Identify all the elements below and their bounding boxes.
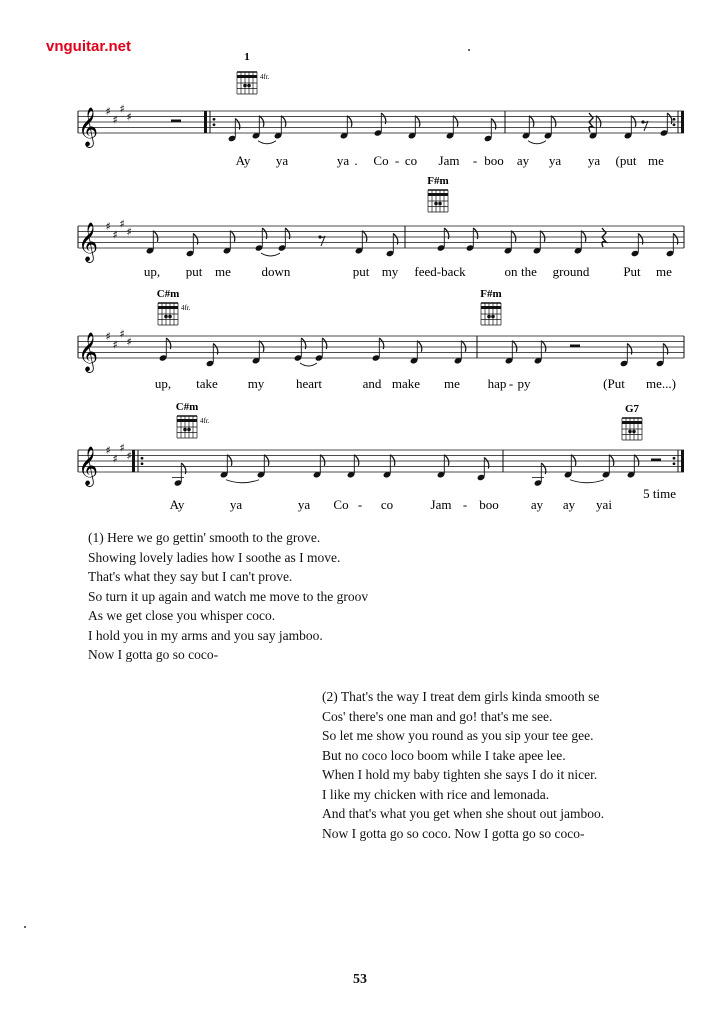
lyric-word: - bbox=[508, 376, 514, 391]
verse-line: Showing lovely ladies how I soothe as I move. bbox=[88, 549, 341, 565]
note-flag bbox=[453, 116, 458, 127]
lyric-word: down bbox=[261, 264, 291, 279]
lyric-word: - bbox=[472, 153, 478, 168]
note-flag bbox=[354, 455, 359, 466]
repeat-count-label: 5 time bbox=[643, 486, 676, 501]
note-flag bbox=[347, 116, 352, 127]
lyric-word: - bbox=[462, 497, 468, 512]
lyric-word: Ay bbox=[235, 153, 251, 168]
lyric-word: Co bbox=[333, 497, 349, 512]
half-rest bbox=[171, 120, 181, 123]
tie bbox=[258, 141, 276, 144]
note-flag bbox=[609, 455, 614, 466]
staff-system bbox=[78, 450, 684, 487]
chord-name: C#m bbox=[175, 401, 199, 413]
lyric-word: boo bbox=[484, 153, 504, 168]
chord-number: 1 bbox=[244, 51, 250, 63]
lyric-word: me...) bbox=[646, 376, 676, 391]
lyric-word: Jam bbox=[438, 153, 460, 168]
chord-dot bbox=[491, 315, 495, 319]
sharp-icon: ♯ bbox=[112, 338, 118, 352]
lyric-word: ay bbox=[562, 497, 576, 512]
verse-line: As we get close you whisper coco. bbox=[88, 608, 276, 623]
chord-dot bbox=[632, 430, 636, 434]
note-flag bbox=[444, 455, 449, 466]
sharp-icon: ♯ bbox=[119, 327, 125, 341]
tie bbox=[226, 480, 259, 483]
chord-fret-label: 4fr. bbox=[181, 304, 191, 312]
sharp-icon: ♯ bbox=[105, 105, 111, 118]
chord-diagram bbox=[427, 175, 448, 212]
note-flag bbox=[461, 341, 466, 352]
verse-line: I hold you in my arms and you say jamboo. bbox=[88, 627, 323, 643]
chord-barre bbox=[428, 193, 448, 196]
chord-diagram bbox=[237, 51, 270, 94]
speck bbox=[24, 926, 26, 928]
lyric-word: - bbox=[357, 497, 363, 512]
lyric-word: ay bbox=[530, 497, 544, 512]
lyric-word: up, bbox=[143, 264, 161, 279]
treble-clef-icon: 𝄞 bbox=[77, 446, 99, 486]
chord-fret-label: 4fr. bbox=[200, 417, 210, 425]
speck bbox=[468, 49, 470, 51]
eighth-rest bbox=[643, 121, 648, 131]
note-flag bbox=[259, 341, 264, 352]
verse-line: (1) Here we go gettin' smooth to the grove. bbox=[88, 530, 321, 545]
lyric-word: ya bbox=[587, 153, 601, 168]
sharp-icon: ♯ bbox=[126, 449, 132, 463]
note-flag bbox=[512, 341, 517, 352]
note-flag bbox=[511, 231, 516, 242]
lyric-word: the bbox=[521, 264, 537, 279]
sharp-icon: ♯ bbox=[112, 452, 118, 466]
chord-dot bbox=[438, 202, 442, 206]
verse-line: So let me show you round as you sip your tee gee. bbox=[322, 728, 594, 743]
verse-line: Cos' there's one man and go! that's me see. bbox=[322, 708, 553, 724]
verse-line: Now I gotta go so coco- bbox=[88, 647, 219, 662]
repeat-dot bbox=[673, 457, 676, 460]
eighth-rest bbox=[320, 236, 325, 246]
note-flag bbox=[581, 231, 586, 242]
note-flag bbox=[153, 231, 158, 242]
chord-diagram bbox=[622, 403, 642, 440]
repeat-end-thick bbox=[681, 111, 684, 133]
chord-dot bbox=[247, 84, 251, 88]
lyric-word: up, bbox=[154, 376, 172, 391]
note-flag bbox=[596, 116, 601, 127]
chord-dot bbox=[434, 202, 438, 206]
lyric-word: me bbox=[215, 264, 231, 279]
chord-dot bbox=[243, 84, 247, 88]
chord-barre bbox=[177, 419, 197, 422]
lyric-word: ya bbox=[275, 153, 289, 168]
sharp-icon: ♯ bbox=[119, 217, 125, 231]
half-rest bbox=[651, 459, 661, 462]
note-flag bbox=[230, 231, 235, 242]
note-flag bbox=[634, 455, 639, 466]
lyric-word: . bbox=[354, 153, 358, 168]
verse-line: Now I gotta go so coco. Now I gotta go so coco- bbox=[322, 825, 585, 841]
chord-name: C#m bbox=[156, 288, 180, 300]
sharp-icon: ♯ bbox=[105, 330, 111, 343]
lyric-word: ya bbox=[297, 497, 311, 512]
chord-diagram bbox=[176, 401, 210, 438]
tie bbox=[570, 480, 604, 483]
note-flag bbox=[259, 116, 264, 127]
chord-barre bbox=[481, 306, 501, 309]
verse-2 bbox=[322, 687, 604, 843]
site-watermark: vnguitar.net bbox=[46, 38, 132, 55]
lyric-word: ay bbox=[516, 153, 530, 168]
lyric-word: boo bbox=[479, 497, 499, 512]
lyric-word: on bbox=[504, 264, 518, 279]
staff-system bbox=[78, 336, 684, 367]
repeat-dot bbox=[141, 457, 144, 460]
repeat-dot bbox=[213, 118, 216, 121]
tie bbox=[300, 363, 317, 366]
note-flag bbox=[631, 116, 636, 127]
chord-barre bbox=[622, 421, 642, 424]
sharp-icon: ♯ bbox=[105, 220, 111, 233]
repeat-dot bbox=[673, 123, 676, 126]
lyric-word: ya bbox=[229, 497, 243, 512]
repeat-dot bbox=[673, 118, 676, 121]
quarter-rest bbox=[602, 228, 606, 247]
repeat-dot bbox=[141, 462, 144, 465]
chord-fret-label: 4fr. bbox=[260, 73, 270, 81]
page-number: 53 bbox=[353, 972, 367, 987]
verse-line: (2) That's the way I treat dem girls kinda smooth se bbox=[322, 689, 600, 704]
lyric-word: feed-back bbox=[414, 264, 466, 279]
verse-line: When I hold my baby tighten she says I do it nicer. bbox=[322, 767, 598, 782]
lyric-word: co bbox=[404, 153, 418, 168]
lyric-word: heart bbox=[296, 376, 322, 391]
note-flag bbox=[415, 116, 420, 127]
chord-dot bbox=[628, 430, 632, 434]
lyric-word: Put bbox=[623, 264, 641, 279]
lyric-word: make bbox=[391, 376, 421, 391]
note-flag bbox=[320, 455, 325, 466]
chord-dot bbox=[187, 428, 191, 432]
note-flag bbox=[390, 455, 395, 466]
chord-dot bbox=[164, 315, 168, 319]
chord-dot bbox=[183, 428, 187, 432]
note-flag bbox=[529, 116, 534, 127]
sharp-icon: ♯ bbox=[119, 441, 125, 455]
lyric-word: me bbox=[656, 264, 672, 279]
chord-dot bbox=[487, 315, 491, 319]
lyric-word: (put bbox=[615, 153, 637, 168]
lyric-word: yai bbox=[596, 497, 612, 512]
note-flag bbox=[571, 455, 576, 466]
half-rest bbox=[570, 345, 580, 348]
treble-clef-icon: 𝄞 bbox=[77, 332, 99, 372]
sharp-icon: ♯ bbox=[105, 444, 111, 457]
lyric-word: py bbox=[517, 376, 531, 391]
note-flag bbox=[227, 455, 232, 466]
chord-barre bbox=[237, 75, 257, 78]
note-flag bbox=[417, 341, 422, 352]
lyric-word: Ay bbox=[169, 497, 185, 512]
verse-line: But no coco loco boom while I take apee lee. bbox=[322, 747, 566, 763]
chord-diagram bbox=[157, 288, 191, 325]
lyric-word: and bbox=[362, 376, 382, 391]
repeat-dot bbox=[213, 123, 216, 126]
sharp-icon: ♯ bbox=[126, 110, 132, 124]
lyric-word: (Put bbox=[603, 376, 625, 391]
lyric-word: Co bbox=[373, 153, 389, 168]
lyric-word: put bbox=[352, 264, 370, 279]
chord-name: F#m bbox=[480, 288, 502, 300]
lyric-word: put bbox=[185, 264, 203, 279]
sharp-icon: ♯ bbox=[126, 335, 132, 349]
tie bbox=[528, 141, 546, 144]
treble-clef-icon: 𝄞 bbox=[77, 107, 99, 147]
verse-line: I like my chicken with rice and lemonada. bbox=[322, 786, 550, 802]
note-flag bbox=[281, 116, 286, 127]
sharp-icon: ♯ bbox=[119, 102, 125, 116]
note-flag bbox=[264, 455, 269, 466]
verse-line: So turn it up again and watch me move to the groov bbox=[88, 588, 369, 604]
note-flag bbox=[540, 231, 545, 242]
lyric-word: my bbox=[381, 264, 399, 279]
chord-name: G7 bbox=[624, 403, 640, 415]
verse-1 bbox=[88, 528, 368, 665]
chord-diagram bbox=[480, 288, 501, 325]
repeat-end-thick bbox=[681, 450, 684, 472]
chord-dot bbox=[168, 315, 172, 319]
note-flag bbox=[541, 341, 546, 352]
sharp-icon: ♯ bbox=[112, 228, 118, 242]
treble-clef-icon: 𝄞 bbox=[77, 222, 99, 262]
repeat-start-thick bbox=[204, 111, 207, 133]
chord-barre bbox=[158, 306, 178, 309]
verse-line: That's what they say but I can't prove. bbox=[88, 569, 293, 584]
lyric-word: ya bbox=[548, 153, 562, 168]
repeat-start-thick bbox=[132, 450, 135, 472]
verse-line: And that's what you get when she shout out jamboo. bbox=[322, 806, 605, 821]
sharp-icon: ♯ bbox=[126, 225, 132, 239]
lyric-word: ground bbox=[552, 264, 590, 279]
chord-name: F#m bbox=[427, 175, 449, 187]
sharp-icon: ♯ bbox=[112, 113, 118, 127]
repeat-dot bbox=[673, 462, 676, 465]
lyric-word: take bbox=[196, 376, 218, 391]
note-flag bbox=[551, 116, 556, 127]
note-flag bbox=[362, 231, 367, 242]
lyric-word: Jam bbox=[430, 497, 452, 512]
lyric-word: - bbox=[394, 153, 400, 168]
lyric-word: ya bbox=[336, 153, 350, 168]
staff-system bbox=[78, 226, 684, 257]
lyric-word: my bbox=[247, 376, 265, 391]
lyric-word: hap bbox=[487, 376, 507, 391]
lyric-word: co bbox=[380, 497, 394, 512]
tie bbox=[261, 253, 280, 256]
lyric-word: me bbox=[444, 376, 460, 391]
quarter-rest bbox=[589, 113, 593, 132]
lyric-word: me bbox=[648, 153, 664, 168]
staff-system bbox=[78, 111, 684, 144]
